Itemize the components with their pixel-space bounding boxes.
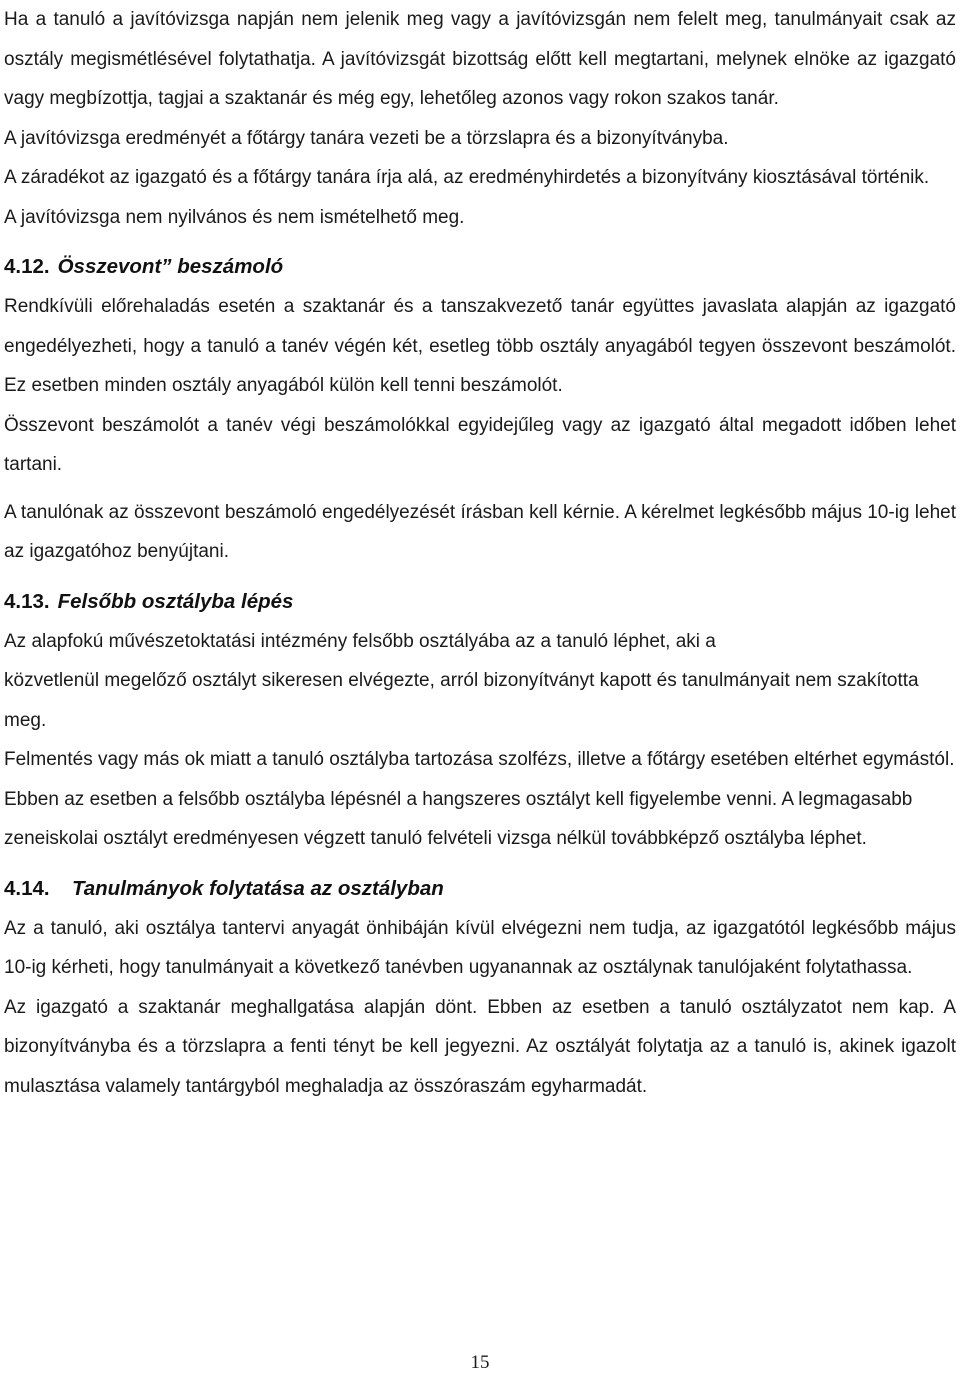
paragraph-retake-clause: A záradékot az igazgató és a főtárgy tanára írja alá, az eredményhirdetés a bizonyítvány kiosztásával történik.: [4, 167, 930, 188]
section-title: Összevont” beszámoló: [57, 255, 284, 278]
paragraph-promotion-rest: közvetlenül megelőző osztályt sikeresen elvégezte, arról bizonyítványt kapott és tanulmányait nem szakította meg.: [4, 670, 919, 731]
page-number: 15: [470, 1352, 490, 1373]
paragraph-repeat-class-decision: Az igazgató a szaktanár meghallgatása alapján dönt. Ebben az esetben a tanuló osztályzatot nem kap. A bizonyítványba és a törzslapra a fenti tényt be kell jegyezni. Az osztályát folytatja az a tanuló is, akinek igazolt mulasztása valamely tantárgyból meghaladja az összóraszám egyharmadát.: [4, 996, 956, 1097]
section-title: Felsőbb osztályba lépés: [57, 589, 294, 613]
document-page: [4, 0, 956, 1106]
section-title: Tanulmányok folytatása az osztályban: [72, 876, 444, 900]
paragraph-retake-not-public: A javítóvizsga nem nyilvános és nem ismételhető meg.: [4, 206, 465, 228]
paragraph-retake-failure: Ha a tanuló a javítóvizsga napján nem jelenik meg vagy a javítóvizsgán nem felelt meg, tanulmányait csak az osztály megismétlésével folytathatja. A javítóvizsgát bizottság előtt kell megtartani, melynek elnöke az igazgató vagy megbízottja, tagjai a szaktanár és még egy, lehetőleg azonos vagy rokon szakos tanár.: [4, 9, 956, 109]
paragraph-promotion-exemption: Felmentés vagy más ok miatt a tanuló osztályba tartozása szolfézs, illetve a főtárgy esetében eltérhet egymástól. Ebben az esetben a felsőbb osztályba lépésnél a hangszeres osztályt kell figyelembe venni. A legmagasabb zeneiskolai osztályt eredményesen végzett tanuló felvételi vizsga nélkül továbbképző osztályba léphet.: [4, 749, 955, 849]
section-heading-4-13: [4, 582, 956, 622]
paragraph-repeat-class-request: Az a tanuló, aki osztálya tantervi anyagát önhibáján kívül elvégezni nem tudja, az igazgatótól legkésőbb május 10-ig kérheti, hogy tanulmányait a következő tanévben ugyanannak az osztálynak tanulójaként folytathassa.: [4, 917, 956, 978]
section-heading-4-12: [4, 247, 956, 287]
section-number: 4.13.: [4, 589, 50, 613]
paragraph-promotion-line1: Az alapfokú művészetoktatási intézmény felsőbb osztályába az a tanuló léphet, aki a: [4, 630, 716, 652]
section-number: 4.14.: [4, 876, 50, 900]
paragraph-combined-exam-timing: Összevont beszámolót a tanév végi beszámolókkal egyidejűleg vagy az igazgató által megadott időben lehet tartani.: [4, 414, 956, 475]
paragraph-combined-exam-intro: Rendkívüli előrehaladás esetén a szaktanár és a tanszakvezető tanár együttes javaslata alapján az igazgató engedélyezheti, hogy a tanuló a tanév végén két, esetleg több osztály anyagából tegyen összevont beszámolót. Ez esetben minden osztály anyagából külön kell tenni beszámolót.: [4, 296, 956, 396]
section-number: 4.12.: [4, 255, 50, 278]
section-heading-4-14: [4, 869, 956, 909]
paragraph-retake-result-record: A javítóvizsga eredményét a főtárgy tanára vezeti be a törzslapra és a bizonyítványba.: [4, 127, 729, 149]
paragraph-combined-exam-request: A tanulónak az összevont beszámoló engedélyezését írásban kell kérnie. A kérelmet legkésőbb május 10-ig lehet az igazgatóhoz benyújtani.: [4, 501, 956, 562]
